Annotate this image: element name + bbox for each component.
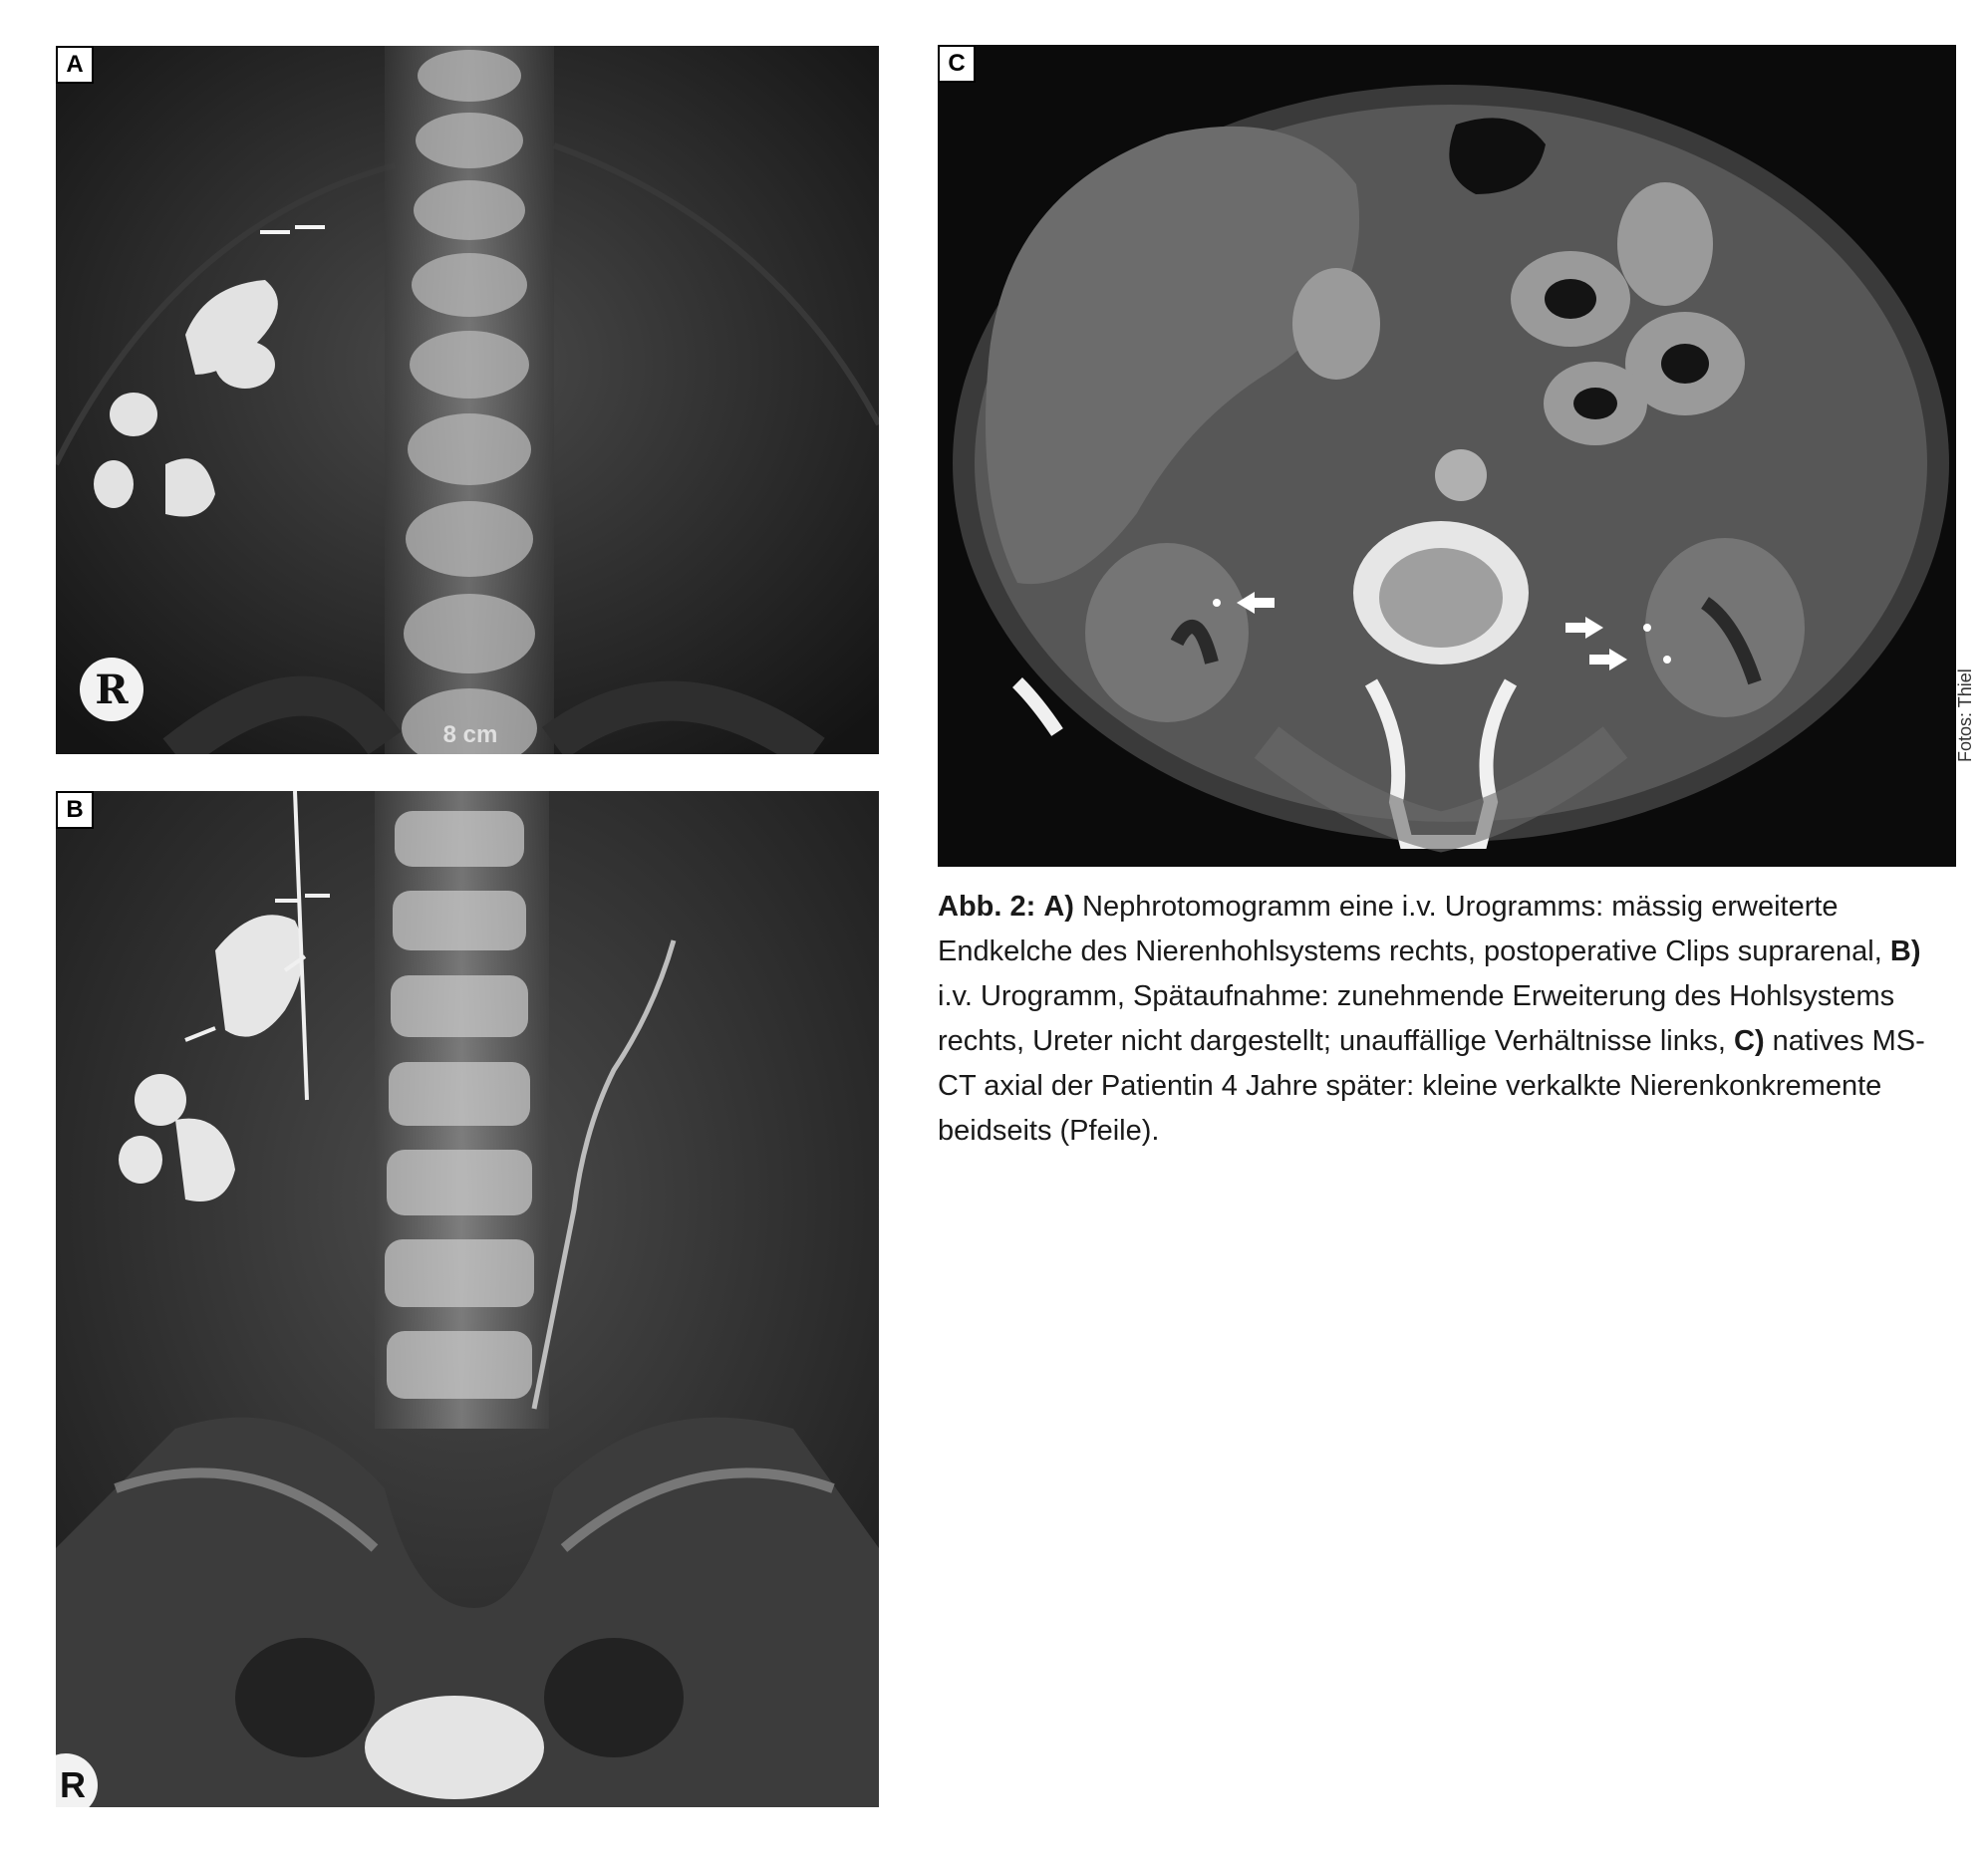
photo-credit: Fotos: Thiel [1955,668,1975,762]
caption-a-label: A) [1043,891,1074,923]
right-side-marker: R [56,1753,98,1807]
panel-b-urogram [56,791,879,1807]
caption-b-label: B) [1889,935,1921,967]
caption-figure-label: Abb. 2: [938,891,1036,923]
caption-a-text: Nephrotomogramm eine i.v. Urogramms: mässig erweiterte Endkelche des Nierenhohlsystems rechts, postoperative Clips suprarenal, [938,891,1890,967]
panel-b-label: B [56,791,94,829]
caption-c-text: natives MS-CT axial der Patientin 4 Jahre später: kleine verkalkte Nierenkonkremente beidseits (Pfeile). [938,1025,1925,1147]
panel-c-axial-ct [938,45,1956,867]
caption-c-label: C) [1734,1025,1765,1057]
panel-c-image [938,45,1956,867]
caption-b-text: i.v. Urogramm, Spätaufnahme: zunehmende Erweiterung des Hohlsystems rechts, Ureter nicht dargestellt; unauffällige Verhältnisse links, [938,980,1895,1057]
right-side-marker: R [80,658,143,721]
panel-a-image [56,46,879,754]
panel-b-image [56,791,879,1807]
panel-a-nephrotomogram [56,46,879,754]
figure-caption [938,885,1944,1154]
panel-c-label: C [938,45,976,83]
panel-a-label: A [56,46,94,84]
scale-label: 8 cm [442,721,498,748]
